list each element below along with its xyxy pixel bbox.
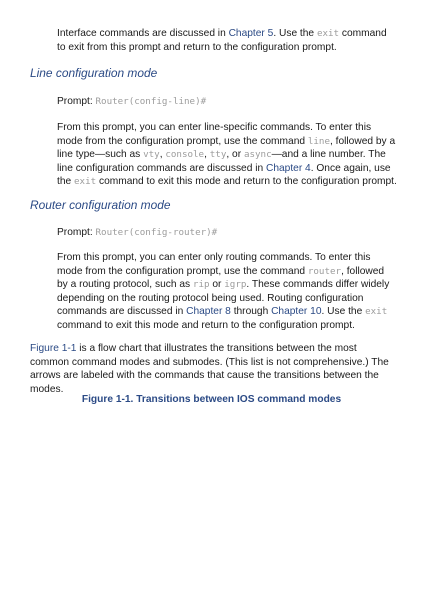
interface-commands-paragraph [57,27,397,54]
chapter-8-link[interactable]: Chapter 8 [186,306,231,318]
text-run: . Use the [273,28,317,39]
line-command-code: line [307,135,330,147]
text-run: command to exit from this prompt and return to the configuration prompt. [57,28,387,53]
exit-command-code: exit [316,28,340,39]
text-run: command to exit this mode and return to the configuration prompt. [96,176,397,188]
router-prompt-code: Router(config-router)# [95,227,218,238]
text-run: , [204,149,210,161]
chapter-4-link[interactable]: Chapter 4 [265,162,311,174]
text-run: . Use the [321,306,366,318]
text-run: is a flow chart that illustrates the transitions between the most common command modes and submodes. (This list is not comprehensive.) The arrows are labeled with the commands that cause the transitions between the modes. [30,343,389,395]
text-run: . These commands differ widely depending on the routing protocol being used. Routing configuration commands are discussed in [57,279,390,318]
tty-code: tty [209,149,227,161]
chapter-5-link[interactable]: Chapter 5 [228,28,274,39]
line-prompt-code: Router(config-line)# [95,96,207,107]
text-run: —and a line number. The line configuration commands are discussed in [57,149,386,174]
router-command-code: router [307,265,342,277]
text-run: , followed by a line type—such as [57,135,396,161]
text-run: From this prompt, you can enter only routing commands. To enter this mode from the configuration prompt, use the command [57,252,371,277]
line-mode-prompt [57,95,397,109]
async-code: async [243,149,272,161]
prompt-label: Prompt: [57,96,96,107]
text-run: Interface commands are discussed in [57,28,229,39]
text-run: . Once again, use the [57,162,391,188]
router-configuration-mode-heading: Router configuration mode [30,198,171,212]
rip-code: rip [192,279,210,291]
text-run: From this prompt, you can enter line-specific commands. To enter this mode from the configuration prompt, use the command [57,122,372,147]
figure-caption: Figure 1-1. Transitions between IOS command modes [81,394,342,405]
igrp-code: igrp [224,279,247,291]
text-run: through [230,306,272,318]
console-code: console [165,149,205,161]
text-run: , followed by a routing protocol, such as [57,265,385,291]
router-mode-prompt [57,226,397,240]
prompt-label: Prompt: [57,227,96,238]
figure-1-1-link[interactable]: Figure 1-1 [30,343,77,354]
text-run: , [159,149,166,161]
router-mode-description [57,251,397,333]
figure-intro-paragraph [30,342,395,396]
line-mode-description [57,121,397,189]
chapter-10-link[interactable]: Chapter 10 [271,306,322,318]
exit-command-code: exit [74,176,97,188]
line-configuration-mode-heading: Line configuration mode [30,66,158,80]
vty-code: vty [143,149,160,161]
exit-command-code: exit [365,306,388,318]
text-run: command to exit this mode and return to the configuration prompt. [57,319,355,331]
text-run: , or [226,149,244,161]
text-run: or [209,279,225,291]
